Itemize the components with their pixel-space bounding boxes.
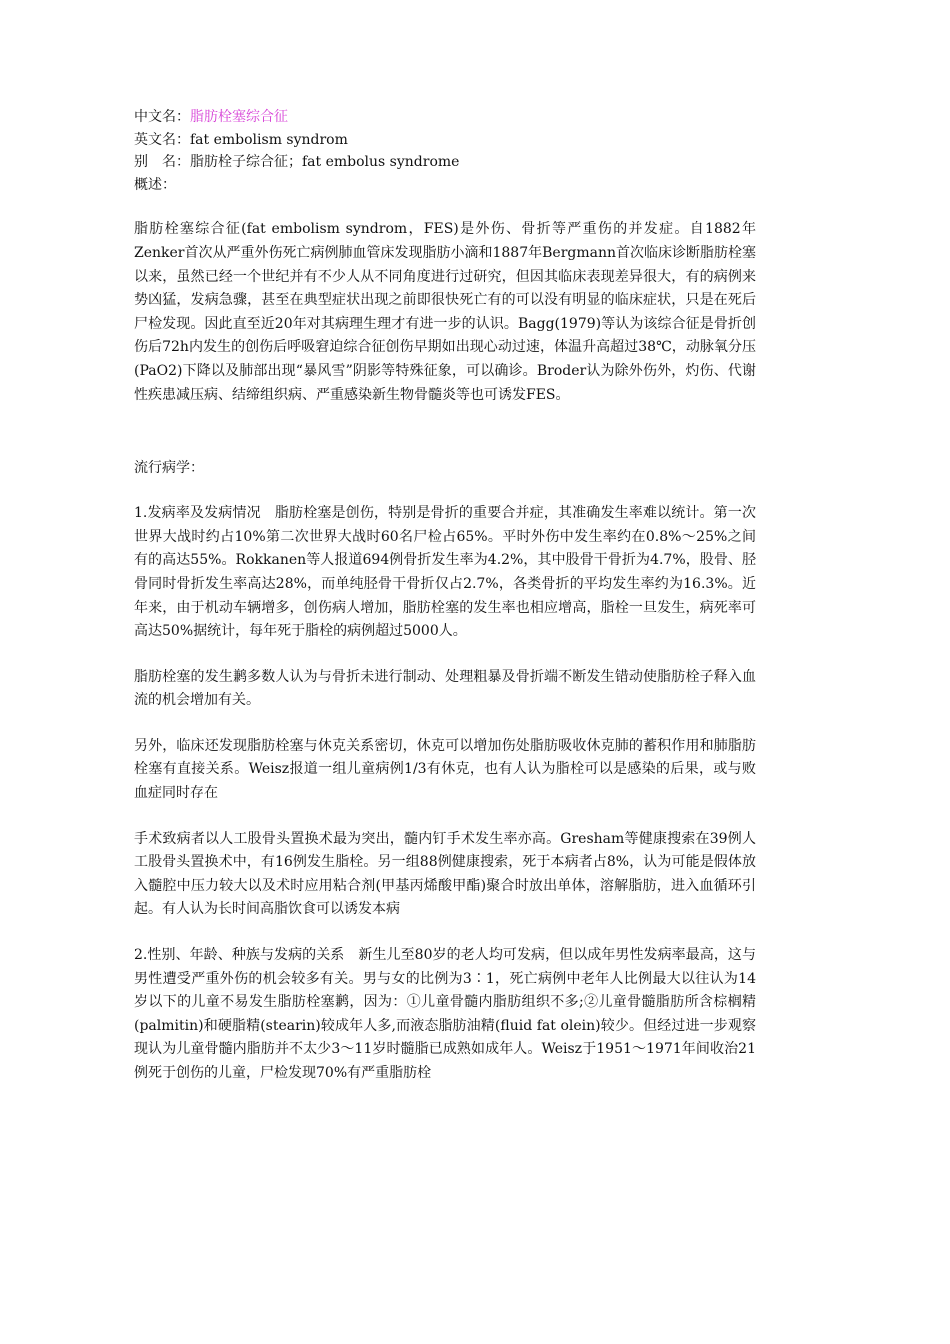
alias-label: 别 名： — [134, 154, 190, 171]
english-name-line — [134, 129, 756, 152]
epidemiology-paragraph-shock: 另外，临床还发现脂肪栓塞与休克关系密切，休克可以增加伤处脂肪吸收休克肺的蓄积作用和肺脂肪栓塞有直接关系。Weisz报道一组儿童病例1/3有休克，也有人认为脂栓可以是感染的后果，或与败血症同时存在 — [134, 737, 756, 802]
english-name-value: fat embolism syndrom — [190, 131, 348, 148]
epidemiology-paragraph-demographics: 2.性别、年龄、种族与发病的关系 新生儿至80岁的老人均可发病，但以成年男性发病率最高，这与男性遭受严重外伤的机会较多有关。男与女的比例为3∶1，死亡病例中老年人比例最大以往认为14岁以下的儿童不易发生脂肪栓塞鹣，因为：①儿童骨髓内脂肪组织不多;②儿童骨髓脂肪所含棕榈精(palmitin)和硬脂精(stearin)较成年人多,而液态脂肪油精(fluid fat olein)较少。但经过进一步观察现认为儿童骨髓内脂肪并不太少3～11岁时髓脂已成熟如成年人。Weisz于1951～1971年间收治21例死于创伤的儿童，尸检发现70%有严重脂肪栓 — [134, 947, 756, 1081]
epidemiology-heading: 流行病学： — [134, 460, 204, 477]
chinese-name-label: 中文名： — [134, 109, 190, 125]
chinese-name-line — [134, 106, 756, 129]
alias-line — [134, 151, 756, 174]
epidemiology-paragraph-causes: 脂肪栓塞的发生鹣多数人认为与骨折未进行制动、处理粗暴及骨折端不断发生错动使脂肪栓子释入血流的机会增加有关。 — [134, 668, 756, 709]
overview-paragraph: 脂肪栓塞综合征(fat embolism syndrom，FES)是外伤、骨折等严重伤的并发症。自1882年Zenker首次从严重外伤死亡病例肺血管床发现脂肪小滴和1887年Bergmann首次临床诊断脂肪栓塞以来，虽然已经一个世纪并有不少人从不同角度进行过研究，但因其临床表现差异很大，有的病例来势凶猛，发病急骤，甚至在典型症状出现之前即很快死亡有的可以没有明显的临床症状，只是在死后尸检发现。因此直至近20年对其病理生理才有进一步的认识。Bagg(1979)等认为该综合征是骨折创伤后72h内发生的创伤后呼吸窘迫综合征创伤早期如出现心动过速，体温升高超过38℃，动脉氧分压(PaO2)下降以及肺部出现“暴风雪”阴影等特殊征象，可以确诊。Broder认为除外伤外，灼伤、代谢性疾患减压病、结缔组织病、严重感染新生物骨髓炎等也可诱发FES。 — [134, 221, 756, 403]
overview-label: 概述： — [134, 176, 176, 193]
chinese-name-value: 脂肪栓塞综合征 — [190, 109, 288, 125]
alias-value: 脂肪栓子综合征；fat embolus syndrome — [190, 154, 460, 171]
epidemiology-paragraph-surgery: 手术致病者以人工股骨头置换术最为突出，髓内钉手术发生率亦高。Gresham等健康搜索在39例人工股骨头置换术中，有16例发生脂栓。另一组88例健康搜索，死于本病者占8%，认为可能是假体放入髓腔中压力较大以及术时应用粘合剂(甲基丙烯酸甲酯)聚合时放出单体，溶解脂肪，进入血循环引起。有人认为长时间高脂饮食可以诱发本病 — [134, 830, 756, 918]
english-name-label: 英文名： — [134, 131, 190, 148]
epidemiology-paragraph-incidence: 1.发病率及发病情况 脂肪栓塞是创伤，特别是骨折的重要合并症，其准确发生率难以统计。第一次世界大战时约占10%第二次世界大战时60名尸检占65%。平时外伤中发生率约在0.8%～25%之间有的高达55%。Rokkanen等人报道694例骨折发生率为4.2%，其中股骨干骨折为4.7%，股骨、胫骨同时骨折发生率高达28%，而单纯胫骨干骨折仅占2.7%，各类骨折的平均发生率约为16.3%。近年来，由于机动车辆增多，创伤病人增加，脂肪栓塞的发生率也相应增高，脂栓一旦发生，病死率可高达50%据统计，每年死于脂栓的病例超过5000人。 — [134, 505, 756, 640]
